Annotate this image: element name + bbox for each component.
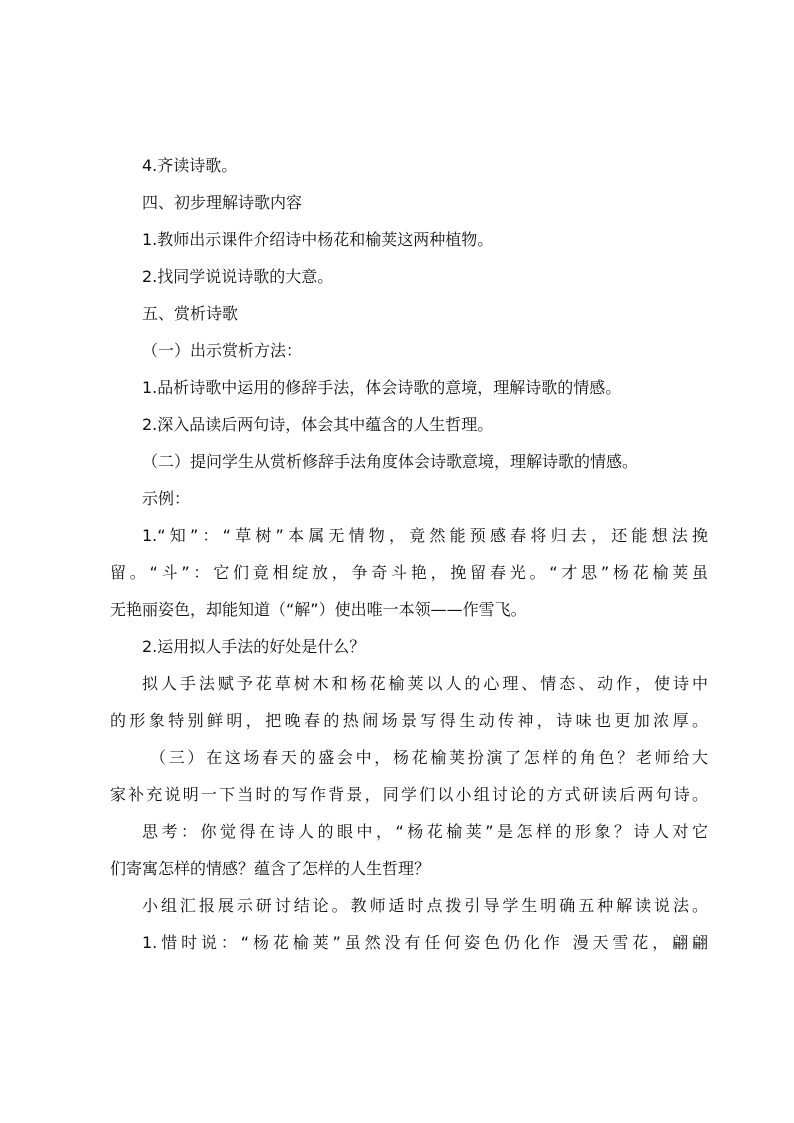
example-paragraph-line: 留。“斗”：它们竟相绽放，争奇斗艳，挽留春光。“才思”杨花榆荚虽: [110, 563, 708, 582]
answer-paragraph-line: 的形象特别鲜明，把晚春的热闹场景写得生动传神，诗味也更加浓厚。: [110, 711, 708, 730]
thinking-paragraph-line: 们寄寓怎样的情感？蕴含了怎样的人生哲理？: [110, 859, 431, 878]
step-explain-meaning: 2.找同学说说诗歌的大意。: [142, 267, 334, 286]
interpretation-paragraph-line: 1.惜时说：“杨花榆荚”虽然没有任何姿色仍化作 漫天雪花，翩翩: [142, 933, 708, 952]
subsection-methods: （一）出示赏析方法：: [142, 341, 303, 360]
background-paragraph-line: （三）在这场春天的盛会中，杨花榆荚扮演了怎样的角色？老师给大: [150, 748, 708, 767]
example-paragraph-line: 1.“知”：“草树”本属无情物，竟然能预感春将归去，还能想法挽: [142, 526, 708, 545]
background-paragraph-line: 家补充说明一下当时的写作背景，同学们以小组讨论的方式研读后两句诗。: [110, 785, 708, 804]
example-label: 示例：: [142, 489, 191, 508]
section-heading-appreciate: 五、赏析诗歌: [142, 304, 239, 323]
example-paragraph-line: 无艳丽姿色，却能知道（“解”）使出唯一本领——作雪飞。: [110, 600, 527, 619]
method-rhetoric: 1.品析诗歌中运用的修辞手法，体会诗歌的意境，理解诗歌的情感。: [142, 378, 622, 397]
group-report-paragraph: 小组汇报展示研讨结论。教师适时点拨引导学生明确五种解读说法。: [142, 896, 708, 915]
question-personification: 2.运用拟人手法的好处是什么？: [142, 637, 366, 656]
thinking-paragraph-line: 思考：你觉得在诗人的眼中，“杨花榆荚”是怎样的形象？诗人对它: [142, 822, 708, 841]
step-read-poem: 4.齐读诗歌。: [142, 156, 238, 175]
step-show-plants: 1.教师出示课件介绍诗中杨花和榆荚这两种植物。: [142, 230, 494, 249]
section-heading-understand: 四、初步理解诗歌内容: [142, 193, 303, 212]
method-philosophy: 2.深入品读后两句诗，体会其中蕴含的人生哲理。: [142, 415, 494, 434]
subsection-question: （二）提问学生从赏析修辞手法角度体会诗歌意境，理解诗歌的情感。: [142, 452, 639, 471]
document-body: [110, 147, 708, 961]
answer-paragraph-line: 拟人手法赋予花草树木和杨花榆荚以人的心理、情态、动作，使诗中: [142, 674, 708, 693]
